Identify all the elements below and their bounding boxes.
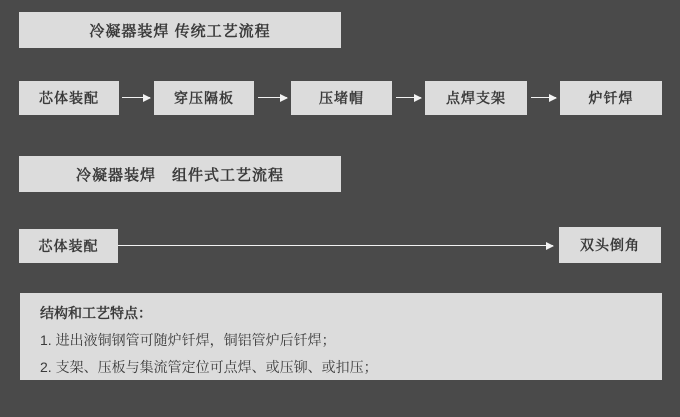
- traditional-step-box: 炉钎焊: [560, 81, 662, 115]
- right-arrow-icon: [258, 97, 287, 98]
- notes-item: 2. 支架、压板与集流管定位可点焊、或压铆、或扣压；: [40, 359, 378, 375]
- modular-flow-title: 冷凝器装焊 组件式工艺流程: [19, 156, 341, 192]
- right-arrow-icon: [396, 97, 421, 98]
- right-arrow-icon: [118, 245, 553, 246]
- modular-step-box: 双头倒角: [559, 227, 661, 263]
- traditional-step-box: 压堵帽: [291, 81, 392, 115]
- traditional-step-box: 芯体装配: [19, 81, 119, 115]
- modular-step-box: 芯体装配: [19, 229, 118, 263]
- traditional-flow-title: 冷凝器装焊 传统工艺流程: [19, 12, 341, 48]
- traditional-step-box: 穿压隔板: [154, 81, 254, 115]
- notes-heading: 结构和工艺特点：: [40, 305, 152, 321]
- right-arrow-icon: [531, 97, 556, 98]
- right-arrow-icon: [122, 97, 150, 98]
- notes-item: 1. 进出液铜钢管可随炉钎焊，铜铝管炉后钎焊；: [40, 332, 336, 348]
- traditional-step-box: 点焊支架: [425, 81, 527, 115]
- notes-panel: [20, 293, 662, 380]
